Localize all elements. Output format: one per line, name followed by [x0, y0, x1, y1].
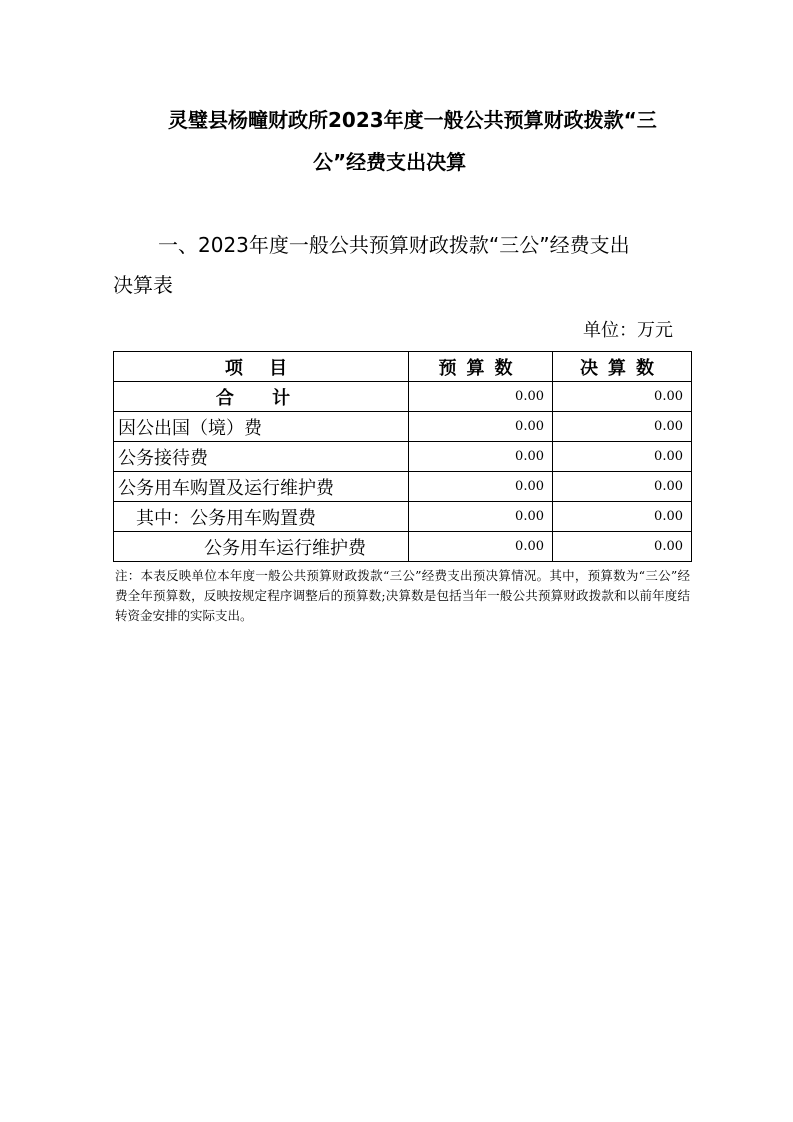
header-final: 决算数 — [553, 352, 692, 382]
row-label: 公务用车运行维护费 — [114, 532, 409, 562]
table-row-total — [114, 382, 692, 412]
cell-final: 0.00 — [553, 442, 692, 472]
table-row — [114, 412, 692, 442]
row-label: 公务接待费 — [114, 442, 409, 472]
table-row — [114, 532, 692, 562]
cell-budget: 0.00 — [409, 442, 553, 472]
row-label-total: 合 计 — [114, 382, 409, 412]
three-public-expenses-table — [113, 351, 692, 562]
header-budget: 预算数 — [409, 352, 553, 382]
cell-budget: 0.00 — [409, 472, 553, 502]
document-title-line1: 灵璧县杨疃财政所2023年度一般公共预算财政拨款“三 — [168, 108, 657, 132]
table-row — [114, 502, 692, 532]
table-row — [114, 442, 692, 472]
cell-final: 0.00 — [553, 532, 692, 562]
section-heading-line1: 一、2023年度一般公共预算财政拨款“三公”经费支出 — [158, 233, 630, 257]
table-note: 注：本表反映单位本年度一般公共预算财政拨款“三公”经费支出预决算情况。其中，预算数为“三公”经费全年预算数，反映按规定程序调整后的预算数;决算数是包括当年一般公共预算财政拨款和以前年度结转资金安排的实际支出。 — [115, 568, 690, 623]
cell-final: 0.00 — [553, 472, 692, 502]
cell-final: 0.00 — [553, 502, 692, 532]
section-heading-line2: 决算表 — [113, 273, 173, 297]
cell-budget: 0.00 — [409, 532, 553, 562]
cell-budget: 0.00 — [409, 382, 553, 412]
cell-final: 0.00 — [553, 382, 692, 412]
cell-budget: 0.00 — [409, 412, 553, 442]
header-item: 项 目 — [114, 352, 409, 382]
table-row — [114, 472, 692, 502]
document-title-line2: 公”经费支出决算 — [313, 150, 467, 174]
row-label: 其中：公务用车购置费 — [114, 502, 409, 532]
table-header-row — [114, 352, 692, 382]
cell-final: 0.00 — [553, 412, 692, 442]
row-label: 公务用车购置及运行维护费 — [114, 472, 409, 502]
unit-label: 单位：万元 — [583, 320, 673, 341]
cell-budget: 0.00 — [409, 502, 553, 532]
row-label: 因公出国（境）费 — [114, 412, 409, 442]
